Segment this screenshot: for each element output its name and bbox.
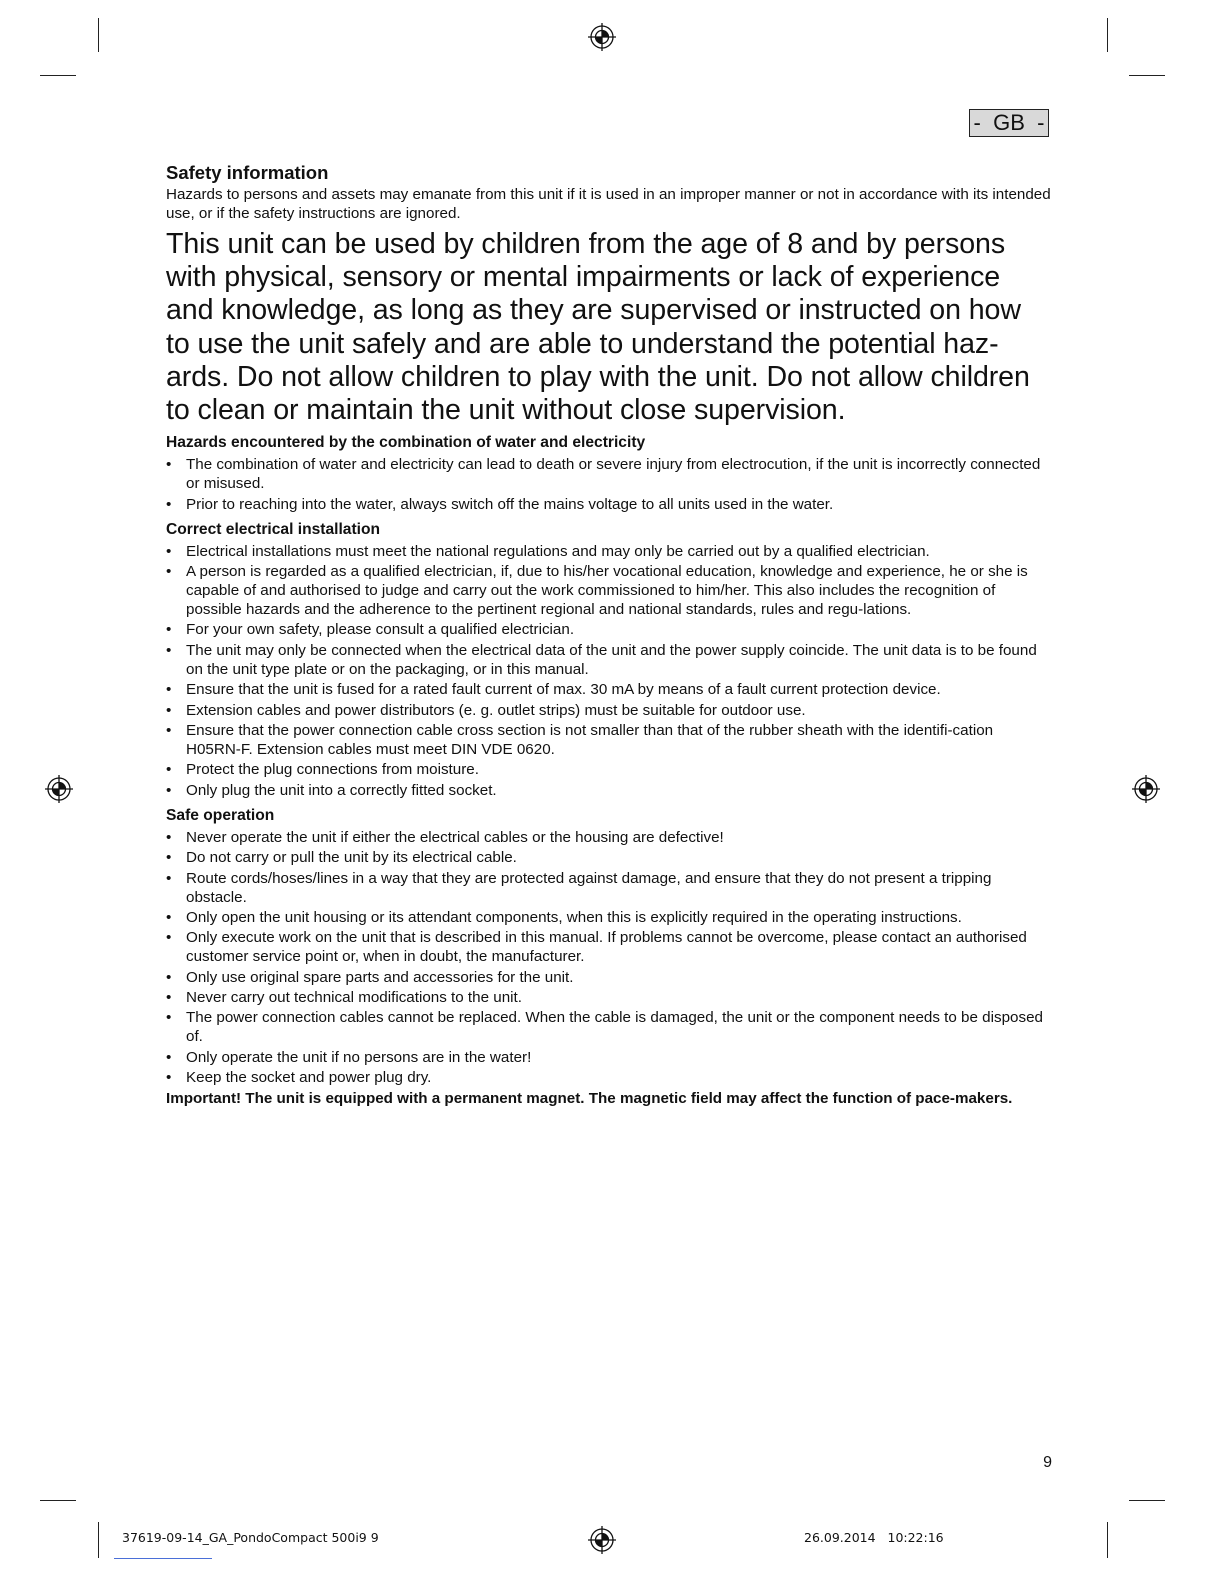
- registration-mark-icon: [45, 775, 73, 803]
- language-indicator: - GB -: [969, 109, 1049, 137]
- section-heading: Hazards encountered by the combination of water and electricity: [166, 434, 646, 452]
- list-item: • Do not carry or pull the unit by its electrical cable.: [166, 848, 1051, 867]
- crop-mark: [98, 18, 99, 52]
- registration-mark-icon: [1132, 775, 1160, 803]
- list-item: • Only open the unit housing or its attendant components, when this is explicitly required in the operating instructions.: [166, 908, 1051, 927]
- list-item: • Never carry out technical modifications to the unit.: [166, 988, 1051, 1007]
- crop-mark: [40, 75, 76, 76]
- list-item: • For your own safety, please consult a qualified electrician.: [166, 620, 1051, 639]
- list-item: • Route cords/hoses/lines in a way that they are protected against damage, and ensure that they do not present a tripping obstacle.: [166, 869, 1051, 907]
- page-title: Safety information: [166, 162, 329, 183]
- registration-mark-icon: [588, 1526, 616, 1554]
- list-item: • The combination of water and electricity can lead to death or severe injury from electrocution, if the unit is incorrectly connected or misused.: [166, 455, 1051, 493]
- list-item: • Electrical installations must meet the national regulations and may only be carried out by a qualified electrician.: [166, 542, 1051, 561]
- crop-mark: [1129, 1500, 1165, 1501]
- list-item: • Extension cables and power distributors (e. g. outlet strips) must be suitable for outdoor use.: [166, 701, 1051, 720]
- bullet-list: [166, 542, 1051, 800]
- section-electrical-installation: [166, 520, 1051, 800]
- intro-paragraph: Hazards to persons and assets may emanate from this unit if it is used in an improper manner or not in accordance with its intended use, or if the safety instructions are ignored.: [166, 186, 1051, 222]
- crop-mark: [98, 1522, 99, 1558]
- crop-mark: [1107, 1522, 1108, 1558]
- page-number: 9: [1043, 1454, 1052, 1471]
- list-item: • Prior to reaching into the water, always switch off the mains voltage to all units used in the water.: [166, 495, 1051, 514]
- print-timestamp: 26.09.2014 10:22:16: [804, 1530, 944, 1545]
- list-item: • The unit may only be connected when the electrical data of the unit and the power supply coincide. The unit data is to be found on the unit type plate or on the packaging, or in this manual.: [166, 641, 1051, 679]
- list-item: • Only plug the unit into a correctly fitted socket.: [166, 781, 1051, 800]
- children-warning: This unit can be used by children from the age of 8 and by persons with physical, sensory or mental impairments or lack of experience and knowledge, as long as they are supervised or instructed on how to use the unit safely and are able to understand the potential haz-ards. Do not allow children to play with the unit. Do not allow children to clean or maintain the unit without close supervision.: [166, 228, 1030, 427]
- list-item: • Protect the plug connections from moisture.: [166, 760, 1051, 779]
- section-water-electricity: [166, 433, 1051, 513]
- registration-mark-icon: [588, 23, 616, 51]
- crop-mark: [40, 1500, 76, 1501]
- important-note: Important! The unit is equipped with a permanent magnet. The magnetic field may affect the function of pace-makers.: [166, 1089, 1013, 1107]
- list-item: • Keep the socket and power plug dry.: [166, 1068, 1051, 1087]
- bullet-list: [166, 828, 1051, 1088]
- list-item: • A person is regarded as a qualified electrician, if, due to his/her vocational education, knowledge and experience, he or she is capable of and authorised to judge and carry out the work commissioned to him/her. This also includes the recognition of possible hazards and the adherence to the pertinent regional and national standards, rules and regu-lations.: [166, 562, 1051, 619]
- bullet-list: [166, 455, 1051, 513]
- list-item: • Never operate the unit if either the electrical cables or the housing are defective!: [166, 828, 1051, 847]
- section-heading: Correct electrical installation: [166, 520, 381, 538]
- footer-rule: [114, 1558, 212, 1559]
- safety-content: [166, 162, 1051, 1109]
- list-item: • Only execute work on the unit that is described in this manual. If problems cannot be overcome, please contact an authorised customer service point or, when in doubt, the manufacturer.: [166, 928, 1051, 966]
- crop-mark: [1129, 75, 1165, 76]
- section-safe-operation: [166, 806, 1051, 1088]
- list-item: • Ensure that the power connection cable cross section is not smaller than that of the rubber sheath with the identifi-cation H05RN-F. Extension cables must meet DIN VDE 0620.: [166, 721, 1051, 759]
- list-item: • Only use original spare parts and accessories for the unit.: [166, 968, 1051, 987]
- section-heading: Safe operation: [166, 806, 275, 824]
- list-item: • Ensure that the unit is fused for a rated fault current of max. 30 mA by means of a fault current protection device.: [166, 680, 1051, 699]
- print-file-label: 37619-09-14_GA_PondoCompact 500i9 9: [122, 1530, 379, 1545]
- list-item: • Only operate the unit if no persons are in the water!: [166, 1048, 1051, 1067]
- crop-mark: [1107, 18, 1108, 52]
- list-item: • The power connection cables cannot be replaced. When the cable is damaged, the unit or the component needs to be disposed of.: [166, 1008, 1051, 1046]
